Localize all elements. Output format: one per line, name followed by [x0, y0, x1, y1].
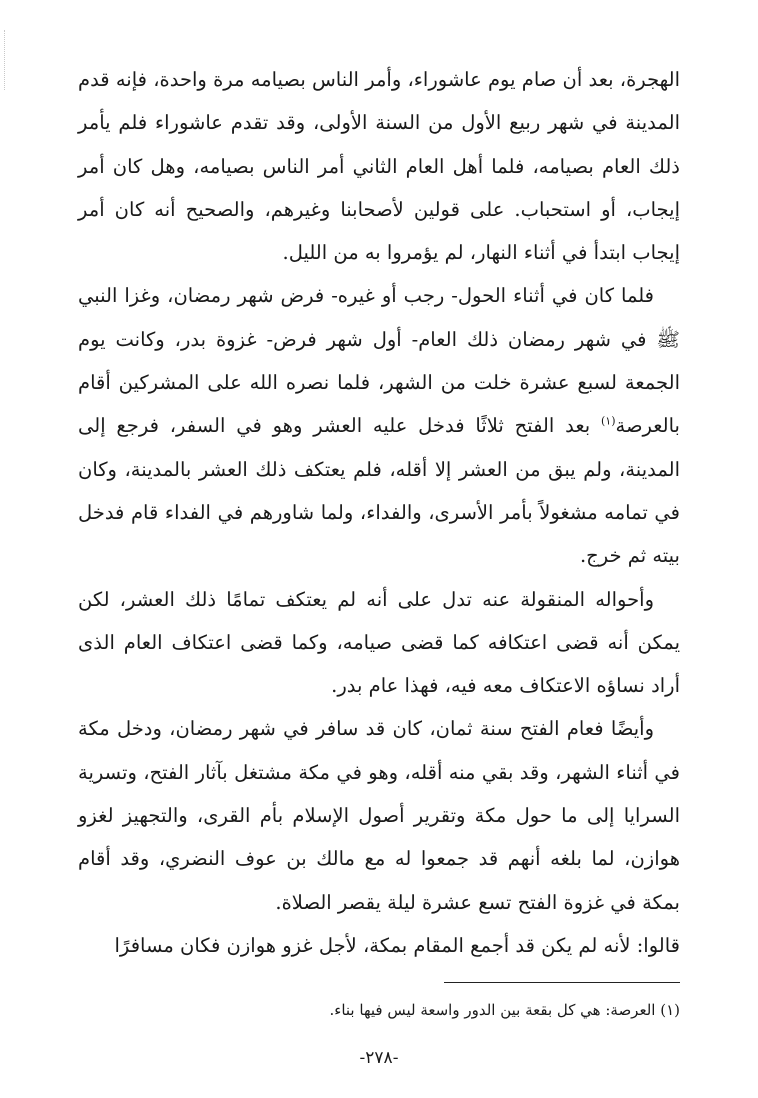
paragraph-1: [78, 58, 680, 274]
paragraph-2: [78, 274, 680, 577]
footnote-marker: (١): [660, 1001, 680, 1019]
paragraph-4: [78, 707, 680, 923]
paragraph-5: [78, 924, 680, 967]
paragraph-2-text-start: فلما كان في أثناء الحول- رجب أو غيره- فرض شهر رمضان، وغزا النبي ﷺ في شهر رمضان ذلك العام- أول شهر فرض- غزوة بدر، وكانت يوم الجمعة لسبع عشرة خلت من الشهر، فلما نصره الله على المشركين أقام بالعرصة: [78, 284, 680, 438]
footnote-text: العرصة: هي كل بقعة بين الدور واسعة ليس فيها بناء.: [329, 1001, 661, 1019]
paragraph-2-text-end: بعد الفتح ثلاثًا فدخل عليه العشر وهو في السفر، فرجع إلى المدينة، ولم يبق من العشر إلا أقله، فلم يعتكف ذلك العشر بالمدينة، وكان في تمامه مشغولاً بأمر الأسرى، والفداء، ولما شاورهم في الفداء قام فدخل بيته ثم خرج.: [78, 414, 680, 568]
page-number: -٢٧٨-: [359, 1048, 399, 1068]
footnote-separator: [444, 982, 680, 983]
paragraph-3-text: وأحواله المنقولة عنه تدل على أنه لم يعتكف تمامًا ذلك العشر، لكن يمكن أنه قضى اعتكافه كما قضى صيامه، وكما قضى اعتكاف العام الذى أراد نساؤه الاعتكاف معه فيه، فهذا عام بدر.: [78, 587, 680, 698]
footnote: [78, 995, 680, 1025]
paragraph-3: [78, 578, 680, 708]
paragraph-4-text: وأيضًا فعام الفتح سنة ثمان، كان قد سافر في شهر رمضان، ودخل مكة في أثناء الشهر، وقد بقي منه أقله، وهو في مكة مشتغل بآثار الفتح، وتسرية السرايا إلى ما حول مكة وتقرير أصول الإسلام بأم القرى، والتجهيز لغزو هوازن، لما بلغه أنهم قد جمعوا له مع مالك بن عوف النضري، وقد أقام بمكة في غزوة الفتح تسع عشرة ليلة يقصر الصلاة.: [78, 717, 680, 914]
paragraph-1-text: الهجرة، بعد أن صام يوم عاشوراء، وأمر الناس بصيامه مرة واحدة، فإنه قدم المدينة في شهر ربيع الأول من السنة الأولى، وقد تقدم عاشوراء فلم يأمر ذلك العام بصيامه، فلما أهل العام الثاني أمر الناس بصيامه، وهل كان أمر إيجاب، أو استحباب. على قولين لأصحابنا وغيرهم، والصحيح أنه كان أمر إيجاب ابتدأ في أثناء النهار، لم يؤمروا به من الليل.: [78, 68, 680, 265]
paragraph-5-text: قالوا: لأنه لم يكن قد أجمع المقام بمكة، لأجل غزو هوازن فكان مسافرًا: [114, 933, 680, 957]
main-text-block: [78, 58, 680, 967]
margin-dotted-line: [4, 30, 6, 90]
footnote-reference-mark: (١): [600, 414, 616, 428]
